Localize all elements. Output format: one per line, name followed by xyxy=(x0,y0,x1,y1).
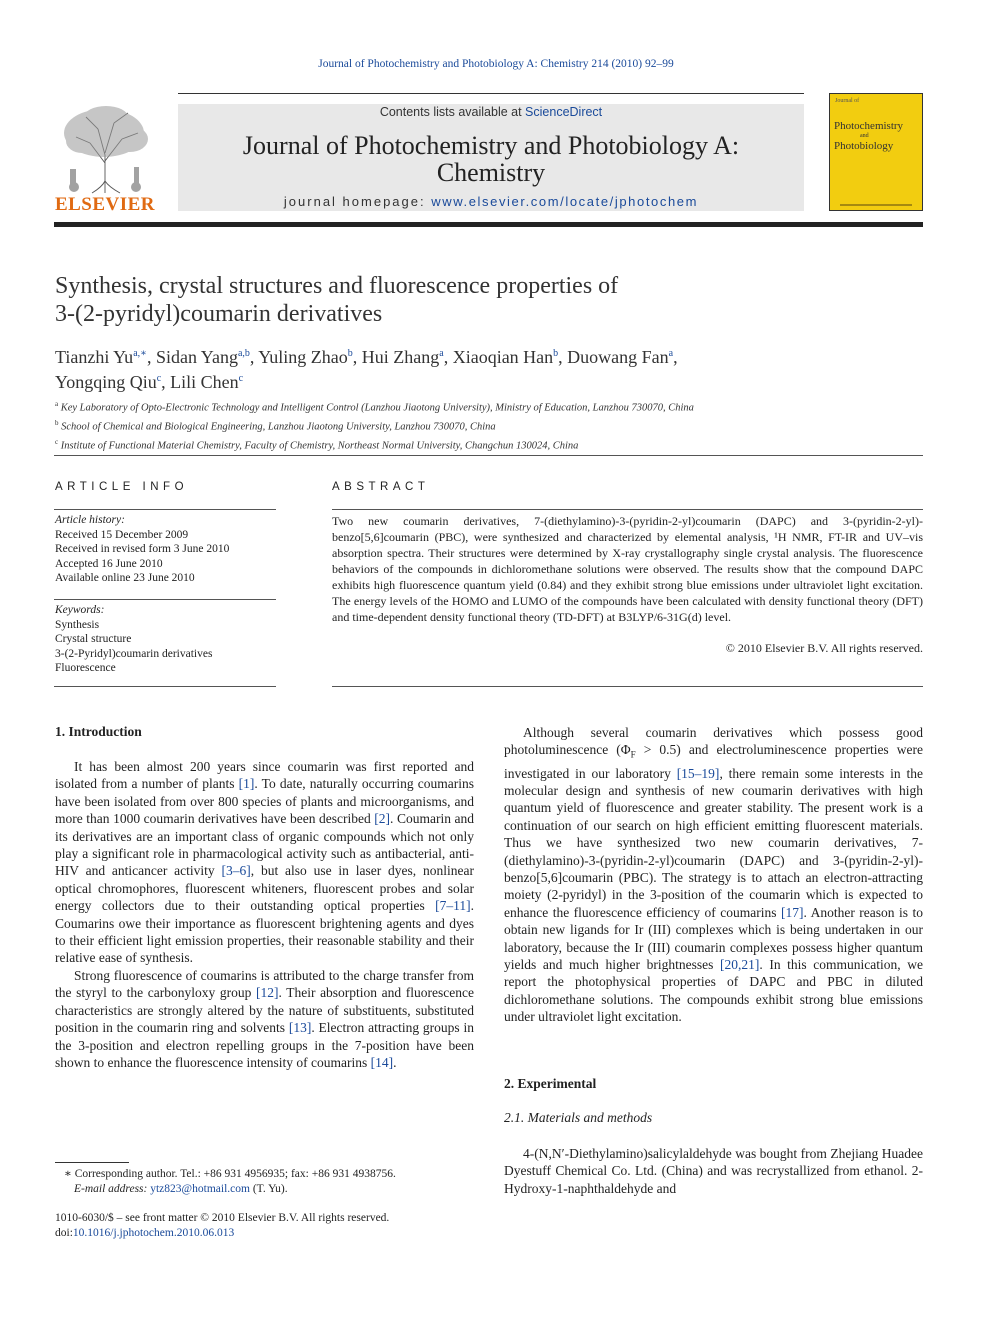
author[interactable] xyxy=(258,347,353,367)
abstract-text: Two new coumarin derivatives, 7-(diethylamino)-3-(pyridin-2-yl)coumarin (DAPC) and 3-(pyridin-2-yl)-benzo[5,6]coumarin (PBC), were synthesized and characterized by elemental analysis, ¹H NMR, FT-IR and UV–vis absorption spectra. Their structures were determined by X-ray crystallography single crystal analysis. The fluorescence behaviors of the compounds in dichloromethane solutions were observed. The results show that the compound DAPC exhibits high fluorescence quantum yield (0.84) and they exhibit strong blue emissions under ultraviolet light excitation. The energy levels of the HOMO and LUMO of the compounds have been calculated with density functional theory (DFT) and time-dependent density functional theory (TD-DFT) at B3LYP/6-31G(d) level. xyxy=(332,514,923,624)
author-name: Hui Zhang xyxy=(361,347,440,367)
article-info-rule xyxy=(54,509,276,510)
author[interactable] xyxy=(453,347,558,367)
keyword: Crystal structure xyxy=(55,633,132,645)
email-link[interactable]: ytz823@hotmail.com xyxy=(150,1182,250,1195)
author-separator: , xyxy=(146,347,156,367)
citation-link[interactable]: [7–11] xyxy=(435,898,471,914)
affiliation-item xyxy=(55,416,915,435)
text-run: > 0.5) and electroluminescence properties were investigated in our laboratory xyxy=(504,742,923,781)
body-right-column xyxy=(504,724,923,1026)
history-entry: Received in revised form 3 June 2010 xyxy=(55,543,230,555)
text-run: . Their absorption and fluorescence characteristics are strongly altered by the nature of substituents, substituted position in the coumarin ring and solvents xyxy=(55,985,474,1036)
subsection-heading-materials: 2.1. Materials and methods xyxy=(504,1110,653,1125)
author-affiliation-mark[interactable]: b xyxy=(347,348,353,359)
journal-cover-thumbnail[interactable] xyxy=(829,93,923,211)
affiliation-text: Key Laboratory of Opto-Electronic Technology and Intelligent Control (Lanzhou Jiaotong University), Ministry of Education, Lanzhou 730070, China xyxy=(60,402,694,414)
citation-link[interactable]: [14] xyxy=(370,1054,394,1070)
footnote-rule xyxy=(55,1162,129,1163)
author[interactable] xyxy=(156,347,250,367)
cover-title-line3: and xyxy=(860,133,869,139)
homepage-prefix: journal homepage: xyxy=(283,194,432,209)
elsevier-wordmark: ELSEVIER xyxy=(54,194,156,215)
header-rule xyxy=(178,93,804,94)
text-run: , there remain some interests in the molecular design and synthesis of new coumarin derivatives with high quantum yield of fluorescence and greater stability. The present work is a continuation of our search on high efficient emitting fluorescent materials. Thus we have synthesized two new coumarin derivatives, 7-(diethylamino)-3-(pyridin-2-yl)coumarin (DAPC) and 3-(pyridin-2-yl)-benzo[5,6]coumarin (PBC). The strategy is to attach an electron-attracting moiety (2-pyridyl) in the 3-position of the coumarin which is expected to enhance the fluorescence efficiency of coumarins xyxy=(504,765,923,920)
text-run: . Coumarins owe their importance as fluorescent brightening agents and dyes to their efficient light emission properties, their reasonable stability and their relative ease of synthesis. xyxy=(55,898,474,966)
author-affiliation-mark[interactable]: a xyxy=(668,348,674,359)
text-run: . Coumarin and its derivatives are an important class of organic compounds which not only play a significant role in pharmacological activity such as antibacterial, anti-HIV and anticancer activity xyxy=(55,811,474,879)
homepage-link[interactable]: www.elsevier.com/locate/jphotochem xyxy=(431,194,699,209)
citation-link[interactable]: [17] xyxy=(780,904,804,920)
author-name: Tianzhi Yu xyxy=(55,347,134,367)
cover-title xyxy=(834,120,920,153)
author-affiliation-mark[interactable]: c xyxy=(156,373,162,384)
keywords xyxy=(55,603,277,676)
keyword: Fluorescence xyxy=(55,662,116,674)
history-entry: Available online 23 June 2010 xyxy=(55,572,195,584)
text-run: Strong fluorescence of coumarins is attributed to the charge transfer from the styryl to the carbonyloxy group xyxy=(55,967,474,1001)
article-title xyxy=(55,272,755,328)
subscript: F xyxy=(630,750,636,761)
journal-title-line1: Journal of Photochemistry and Photobiology A: xyxy=(242,131,740,160)
author-list xyxy=(55,343,855,393)
footnote xyxy=(55,1167,474,1196)
author-name: Xiaoqian Han xyxy=(452,347,554,367)
citation-link[interactable]: [12] xyxy=(255,985,279,1001)
journal-title xyxy=(178,132,804,186)
keywords-label: Keywords: xyxy=(55,604,105,616)
paragraph xyxy=(55,967,474,1071)
contents-prefix: Contents lists available at xyxy=(379,105,526,119)
author-name: Duowang Fan xyxy=(567,347,669,367)
journal-citation[interactable]: Journal of Photochemistry and Photobiology A: Chemistry 214 (2010) 92–99 xyxy=(318,58,674,70)
author-name: Lili Chen xyxy=(170,372,239,392)
author-name: Sidan Yang xyxy=(155,347,238,367)
citation-link[interactable]: [13] xyxy=(288,1020,312,1036)
front-matter xyxy=(55,1211,474,1240)
issn-line: 1010-6030/$ – see front matter © 2010 Elsevier B.V. All rights reserved. xyxy=(55,1212,390,1224)
email-suffix: (T. Yu). xyxy=(249,1182,288,1195)
paragraph xyxy=(55,758,474,967)
affiliation-key: c xyxy=(55,438,59,446)
article-info-rule xyxy=(54,599,276,600)
doi-line xyxy=(55,1226,474,1241)
text-run: . xyxy=(393,1054,397,1070)
paragraph xyxy=(504,724,923,1026)
affiliation-text: School of Chemical and Biological Engineering, Lanzhou Jiaotong University, Lanzhou 730070, China xyxy=(61,421,496,433)
article-title-line1: Synthesis, crystal structures and fluorescence properties of xyxy=(55,273,619,299)
author-affiliation-mark[interactable]: c xyxy=(238,373,244,384)
masthead-thick-rule xyxy=(54,222,923,227)
citation-link[interactable]: [3–6] xyxy=(221,863,251,879)
email-label: E-mail address: xyxy=(74,1182,151,1195)
history-entry: Accepted 16 June 2010 xyxy=(55,557,163,570)
keyword: 3-(2-Pyridyl)coumarin derivatives xyxy=(55,647,213,660)
citation-link[interactable]: [2] xyxy=(374,811,391,827)
author-separator: , xyxy=(558,347,568,367)
article-history-label: Article history: xyxy=(55,514,125,526)
abstract-heading: ABSTRACT xyxy=(332,481,430,493)
article-info-heading: ARTICLE INFO xyxy=(55,481,189,493)
author[interactable] xyxy=(170,372,243,392)
copyright-notice: © 2010 Elsevier B.V. All rights reserved. xyxy=(725,641,923,655)
affiliation-key: b xyxy=(55,419,59,427)
text-run: Although several coumarin derivatives which possess good photoluminescence (Φ xyxy=(504,725,923,758)
author-separator: , xyxy=(352,347,362,367)
cover-bar xyxy=(840,204,912,206)
author[interactable] xyxy=(55,347,147,367)
author-separator: , xyxy=(673,347,678,367)
author-affiliation-mark[interactable]: a xyxy=(439,348,444,359)
citation-link[interactable]: [1] xyxy=(238,776,255,792)
doi-prefix: doi: xyxy=(55,1226,73,1239)
text-run: . Electron attracting groups in the 3-position and electron repelling groups in the 7-position have been shown to enhance the fluorescence intensity of coumarins xyxy=(55,1020,474,1070)
cover-small-text: Journal of xyxy=(835,98,860,104)
citation-link[interactable]: [15–19] xyxy=(676,765,720,781)
paragraph: 4-(N,N′-Diethylamino)salicylaldehyde was bought from Zhejiang Huadee Dyestuff Chemical Co. Ltd. (China) and was recrystallized from ethanol. 2-Hydroxy-1-naphthaldehyde and xyxy=(504,1146,923,1196)
section-divider xyxy=(54,455,923,456)
elsevier-tree-icon xyxy=(54,103,156,195)
journal-title-line2: Chemistry xyxy=(436,158,546,187)
citation-link[interactable]: [20,21] xyxy=(719,956,760,972)
text-run: . Another reason is to obtain new ligands for Ir (III) complexes which is being undertaken in our laboratory, because the Ir (III) coumarin complexes possess higher quantum yields and much higher brightnesses xyxy=(504,904,923,972)
email-line xyxy=(55,1182,474,1197)
article-title-line2: 3-(2-pyridyl)coumarin derivatives xyxy=(55,301,383,327)
article-history xyxy=(55,513,277,586)
author-separator: , xyxy=(249,347,259,367)
author[interactable] xyxy=(362,347,444,367)
history-entry: Received 15 December 2009 xyxy=(55,528,189,541)
contents-line xyxy=(178,104,804,119)
affiliation-item xyxy=(55,397,915,416)
article-info-rule xyxy=(54,686,276,687)
text-run: It has been almost 200 years since coumarin was first reported and isolated from a number of plants xyxy=(55,759,474,792)
text-run: . To date, naturally occurring coumarins have been isolated from over 800 species of plants and microorganisms, and more than 1000 coumarin derivatives have been described xyxy=(55,776,474,827)
affiliation-key: a xyxy=(55,400,59,408)
author-separator: , xyxy=(161,372,171,392)
section-heading-introduction: 1. Introduction xyxy=(55,724,142,739)
author-name: Yuling Zhao xyxy=(258,347,348,367)
abstract-rule xyxy=(332,686,923,687)
affiliation-item xyxy=(55,435,915,454)
cover-title-line4: Photobiology xyxy=(834,140,894,152)
body-left-column xyxy=(55,758,474,1071)
body-right-column-continued xyxy=(504,1145,923,1197)
journal-masthead xyxy=(178,104,804,211)
author-separator: , xyxy=(443,347,453,367)
journal-homepage xyxy=(178,194,804,209)
affiliation-text: Institute of Functional Material Chemistry, Faculty of Chemistry, Northeast Normal University, Changchun 130024, China xyxy=(60,440,579,452)
author-affiliation-mark[interactable]: a,b xyxy=(237,348,250,359)
abstract-rule xyxy=(332,509,923,510)
doi-link[interactable]: 10.1016/j.jphotochem.2010.06.013 xyxy=(72,1226,235,1239)
author[interactable] xyxy=(567,347,673,367)
author[interactable] xyxy=(55,372,161,392)
author-affiliation-mark[interactable]: a,∗ xyxy=(133,348,147,359)
sciencedirect-link[interactable]: ScienceDirect xyxy=(525,105,603,119)
section-heading-experimental: 2. Experimental xyxy=(504,1076,597,1091)
author-affiliation-mark[interactable]: b xyxy=(553,348,559,359)
corresponding-author: ∗ Corresponding author. Tel.: +86 931 4956935; fax: +86 931 4938756. xyxy=(64,1168,396,1180)
cover-title-line2: Photochemistry xyxy=(834,120,904,132)
author-name: Yongqing Qiu xyxy=(55,372,157,392)
keyword: Synthesis xyxy=(55,618,100,631)
text-run: . In this communication, we report the photophysical properties of DAPC and PBC in diluted dichloromethane solutions. The compounds exhibit strong blue emissions under ultraviolet light excitation. xyxy=(504,956,923,1025)
elsevier-logo[interactable] xyxy=(54,103,156,216)
text-run: , but also use in laser dyes, nonlinear optical chromophores, fluorescent whiteners, fluorescent probes and solar energy collectors due to their outstanding optical properties xyxy=(55,863,474,914)
affiliations xyxy=(55,397,915,454)
